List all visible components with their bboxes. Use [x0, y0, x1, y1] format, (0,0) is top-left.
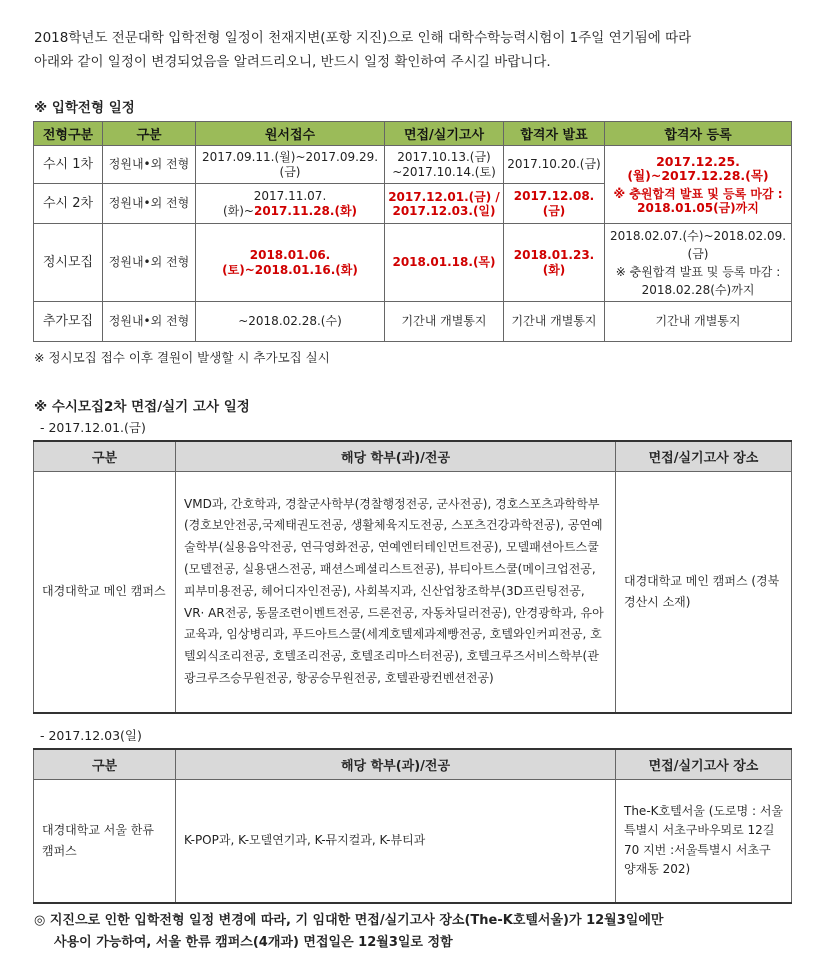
row-registration: 기간내 개별통지: [605, 302, 792, 342]
application-start: 2017.11.07.(화)~: [222, 188, 327, 218]
application-end: 2017.11.28.(화): [253, 203, 358, 218]
header-type: 전형구분: [34, 122, 103, 146]
row-result: 2017.10.20.(금): [504, 146, 605, 184]
footer-notice: [34, 910, 804, 954]
header-category: 구분: [103, 122, 196, 146]
row-type: 수시 1차: [34, 146, 103, 184]
intro-paragraph: [34, 26, 814, 74]
table-row: [34, 302, 792, 342]
exam-date-1: - 2017.12.01.(금): [40, 420, 146, 435]
header-application: 원서접수: [196, 122, 385, 146]
row-application: 2017.09.11.(월)~2017.09.29.(금): [196, 146, 385, 184]
registration-period: 2017.12.25.(월)~2017.12.28.(목): [627, 153, 769, 183]
row-category: 정원내•외 전형: [103, 224, 196, 302]
header-interview: 면접/실기고사: [385, 122, 504, 146]
location-cell: 대경대학교 메인 캠퍼스 (경북 경산시 소재): [616, 471, 792, 713]
row-interview: 기간내 개별통지: [385, 302, 504, 342]
header-location: 면접/실기고사 장소: [616, 749, 792, 779]
table-row: [34, 779, 792, 903]
registration-note: ※ 충원합격 발표 및 등록 마감 : 2018.01.05(금)까지: [613, 186, 783, 215]
footer-line-2: 사용이 가능하여, 서울 한류 캠퍼스(4개과) 면접일은 12월3일로 정함: [54, 935, 453, 950]
schedule-note: ※ 정시모집 접수 이후 결원이 발생할 시 추가모집 실시: [34, 350, 330, 365]
table-row: [34, 146, 792, 184]
row-category: 정원내•외 전형: [103, 184, 196, 224]
registration-period: 2018.02.07.(수)~2018.02.09.(금): [609, 228, 787, 261]
row-type: 수시 2차: [34, 184, 103, 224]
row-category: 정원내•외 전형: [103, 302, 196, 342]
location-header-row: [34, 749, 792, 779]
table-row: [34, 471, 792, 713]
row-type: 추가모집: [34, 302, 103, 342]
row-interview: 2018.01.18.(목): [385, 224, 504, 302]
exam-location-table-1: [33, 440, 792, 714]
header-majors: 해당 학부(과)/전공: [176, 441, 616, 471]
exam-section-title: ※ 수시모집2차 면접/실기 고사 일정: [34, 399, 250, 415]
header-result: 합격자 발표: [504, 122, 605, 146]
table-row: [34, 224, 792, 302]
row-interview: 2017.10.13.(금) ~2017.10.14.(토): [385, 146, 504, 184]
campus-cell: 대경대학교 메인 캠퍼스: [34, 471, 176, 713]
intro-line-1: 2018학년도 전문대학 입학전형 일정이 천재지변(포항 지진)으로 인해 대학수학능력시험이 1주일 연기됨에 따라: [34, 30, 692, 46]
registration-note: ※ 충원합격 발표 및 등록 마감 : 2018.02.28(수)까지: [615, 264, 781, 297]
location-header-row: [34, 441, 792, 471]
header-registration: 합격자 등록: [605, 122, 792, 146]
location-cell: The-K호텔서울 (도로명 : 서울특별시 서초구바우뫼로 12길 70 지번 :서울특별시 서초구 양재동 202): [616, 779, 792, 903]
schedule-title: ※ 입학전형 일정: [34, 100, 135, 116]
row-result: 2018.01.23.(화): [504, 224, 605, 302]
header-majors: 해당 학부(과)/전공: [176, 749, 616, 779]
row-result: 기간내 개별통지: [504, 302, 605, 342]
row-category: 정원내•외 전형: [103, 146, 196, 184]
header-division: 구분: [34, 749, 176, 779]
intro-line-2: 아래와 같이 일정이 변경되었음을 알려드리오니, 반드시 일정 확인하여 주시길 바랍니다.: [34, 54, 551, 70]
row-registration: [605, 146, 792, 224]
row-application: ~2018.02.28.(수): [196, 302, 385, 342]
majors-cell: VMD과, 간호학과, 경찰군사학부(경찰행정전공, 군사전공), 경호스포츠과학학부(경호보안전공,국제태권도전공, 생활체육지도전공, 스포츠건강과학전공), 공연예술학부(실용음악전공, 연극영화전공, 연예엔터테인먼트전공), 모델패션아트스쿨(모델전공, 실용댄스전공, 패션스페셜리스트전공), 뷰티아트스쿨(메이크업전공, 피부미용전공, 헤어디자인전공), 사회복지과, 신산업창조학부(3D프린팅전공, VR· AR전공, 동물조련이벤트전공, 드론전공, 자동차딜러전공), 안경광학과, 유아교육과, 임상병리과, 푸드아트스쿨(세계호텔제과제빵전공, 호텔와인커피전공, 호텔외식조리전공, 호텔조리전공, 호텔조리마스터전공), 호텔크루즈서비스학부(관광크루즈승무원전공, 항공승무원전공, 호텔관광컨벤션전공): [176, 471, 616, 713]
row-registration: [605, 224, 792, 302]
exam-date-2: - 2017.12.03(일): [40, 728, 142, 743]
header-division: 구분: [34, 441, 176, 471]
header-location: 면접/실기고사 장소: [616, 441, 792, 471]
majors-cell: K-POP과, K-모델연기과, K-뮤지컬과, K-뷰티과: [176, 779, 616, 903]
row-interview: 2017.12.01.(금) / 2017.12.03.(일): [385, 184, 504, 224]
row-application: 2018.01.06.(토)~2018.01.16.(화): [196, 224, 385, 302]
exam-location-table-2: [33, 748, 792, 904]
row-type: 정시모집: [34, 224, 103, 302]
row-result: 2017.12.08.(금): [504, 184, 605, 224]
row-application: [196, 184, 385, 224]
campus-cell: 대경대학교 서울 한류 캠퍼스: [34, 779, 176, 903]
schedule-table: [33, 121, 792, 342]
footer-line-1: ◎ 지진으로 인한 입학전형 일정 변경에 따라, 기 임대한 면접/실기고사 장소(The-K호텔서울)가 12월3일에만: [34, 913, 664, 928]
schedule-header-row: [34, 122, 792, 146]
